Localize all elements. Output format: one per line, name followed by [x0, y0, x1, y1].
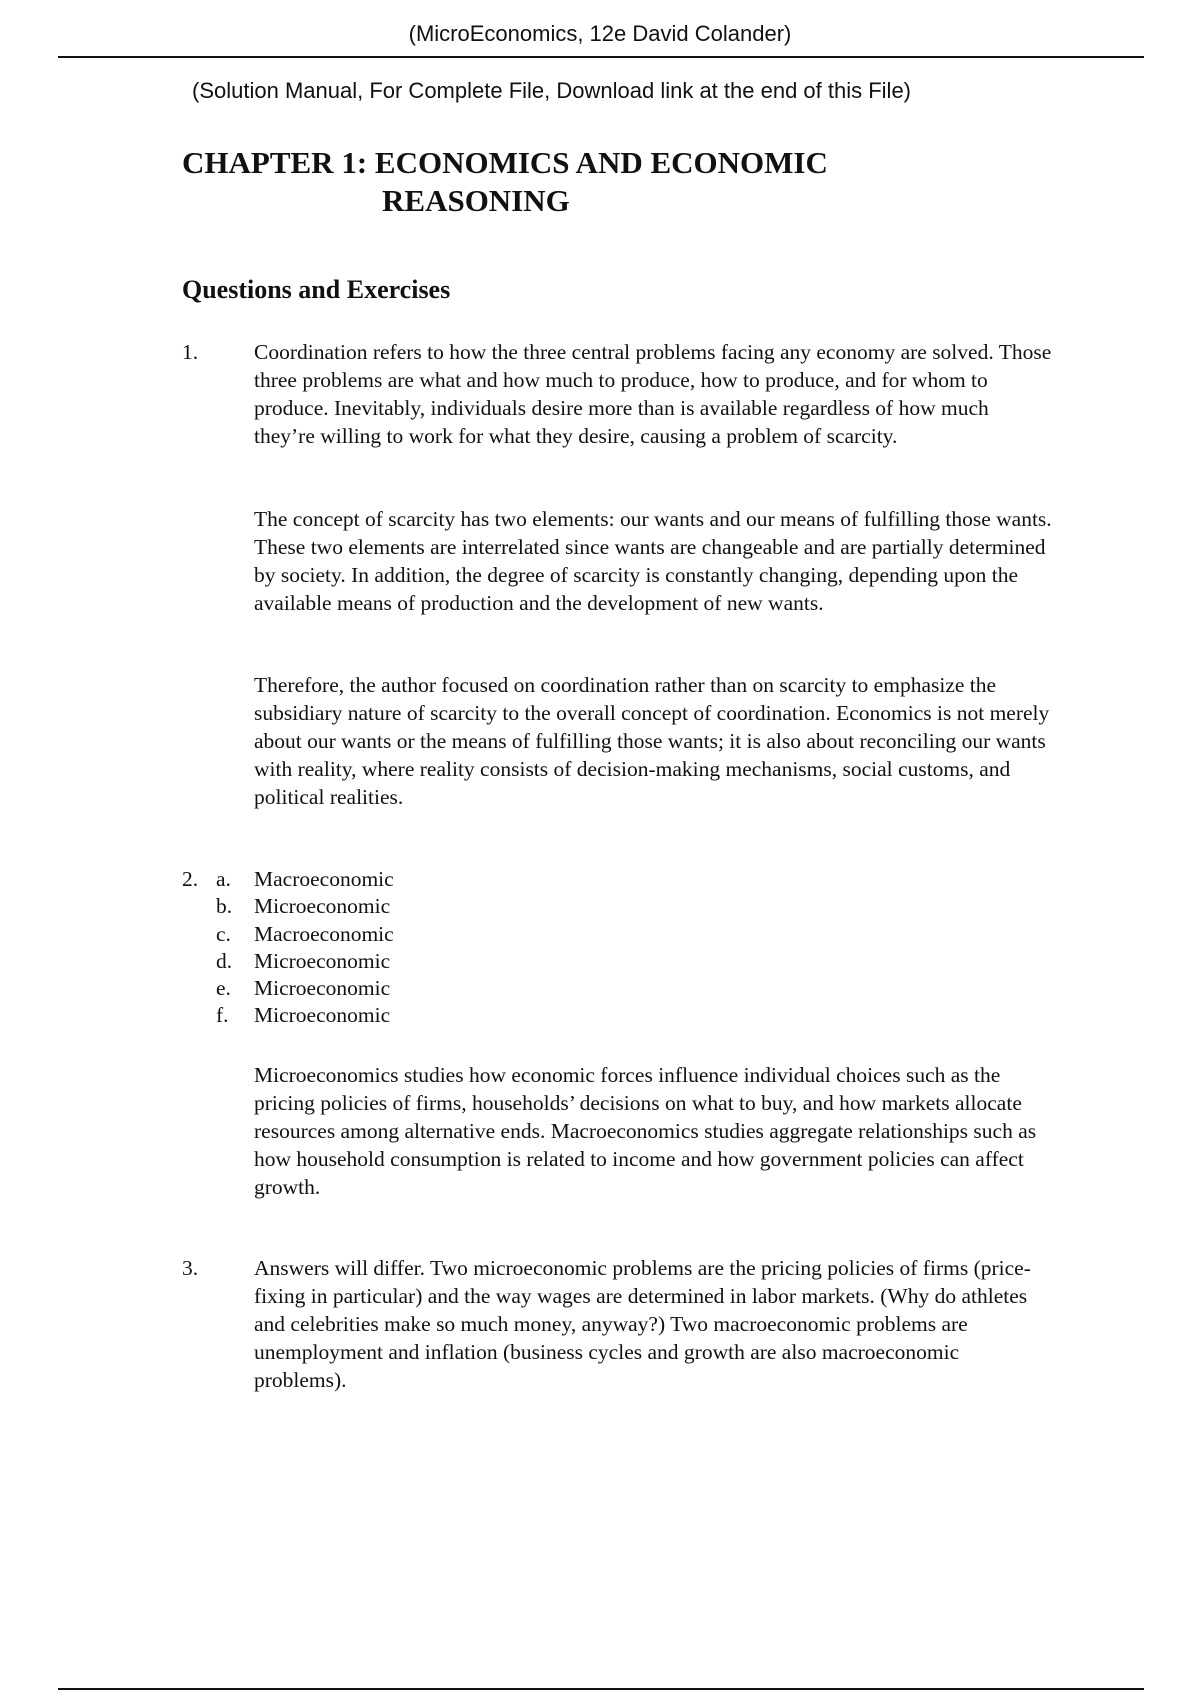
chapter-title-line1: CHAPTER 1: ECONOMICS AND ECONOMIC [182, 145, 828, 180]
answer-letter: f. [216, 1003, 229, 1028]
question-number: 1. [182, 340, 199, 364]
chapter-title [182, 144, 828, 220]
list-item [182, 921, 394, 948]
section-heading: Questions and Exercises [182, 275, 451, 304]
answer-letter: c. [216, 921, 231, 946]
answer-text: Macroeconomic [254, 867, 394, 891]
question-1-paragraph-3: Therefore, the author focused on coordination rather than on scarcity to emphasize the subsidiary nature of scarcity to the overall concept of coordination. Economics is not merely about our wants or the means of fulfilling those wants; it is also about reconciling our wants with reality, where reality consists of decision-making mechanisms, social customs, and political realities. [254, 673, 1050, 809]
answer-text: Microeconomic [254, 948, 391, 973]
list-item [182, 866, 394, 893]
question-2-paragraph-1: Microeconomics studies how economic forces influence individual choices such as the pricing policies of firms, households’ decisions on what to buy, and how markets allocate resources among alternative ends. Macroeconomics studies aggregate relationships such as how household consumption is related to income and how government policies can affect growth. [254, 1063, 1037, 1199]
solution-manual-note: (Solution Manual, For Complete File, Download link at the end of this File) [192, 78, 912, 103]
answer-text: Microeconomic [254, 976, 391, 1001]
question-number: 3. [182, 1256, 199, 1280]
question-3-paragraph-1: Answers will differ. Two microeconomic problems are the pricing policies of firms (price-fixing in particular) and the way wages are determined in labor markets. (Why do athletes and celebrities make so much money, anyway?) Two macroeconomic problems are unemployment and inflation (business cycles and growth are also macroeconomic problems). [254, 1256, 1031, 1392]
header-divider [58, 56, 1144, 58]
question-1-paragraph-2: The concept of scarcity has two elements: our wants and our means of fulfilling those wants. These two elements are interrelated since wants are changeable and are partially determined by society. In addition, the degree of scarcity is constantly changing, depending upon the available means of production and the development of new wants. [254, 507, 1052, 615]
question-number: 2. [182, 867, 199, 891]
list-item [182, 1002, 394, 1029]
answer-text: Microeconomic [254, 1003, 391, 1028]
answer-text: Microeconomic [254, 894, 391, 919]
answer-letter: d. [216, 948, 233, 973]
list-item [182, 975, 394, 1002]
question-2-answer-list [182, 866, 394, 1030]
chapter-title-line2: REASONING [382, 183, 570, 218]
list-item [182, 893, 394, 920]
answer-letter: a. [216, 867, 231, 891]
answer-letter: b. [216, 894, 233, 919]
footer-divider [58, 1688, 1144, 1690]
question-1-paragraph-1: Coordination refers to how the three central problems facing any economy are solved. Those three problems are what and how much to produce, how to produce, and for whom to produce. Inevitably, individuals desire more than is available regardless of how much they’re willing to work for what they desire, causing a problem of scarcity. [254, 340, 1052, 448]
answer-text: Macroeconomic [254, 921, 394, 946]
answer-letter: e. [216, 976, 231, 1001]
page-header: (MicroEconomics, 12e David Colander) [408, 21, 792, 46]
list-item [182, 948, 394, 975]
